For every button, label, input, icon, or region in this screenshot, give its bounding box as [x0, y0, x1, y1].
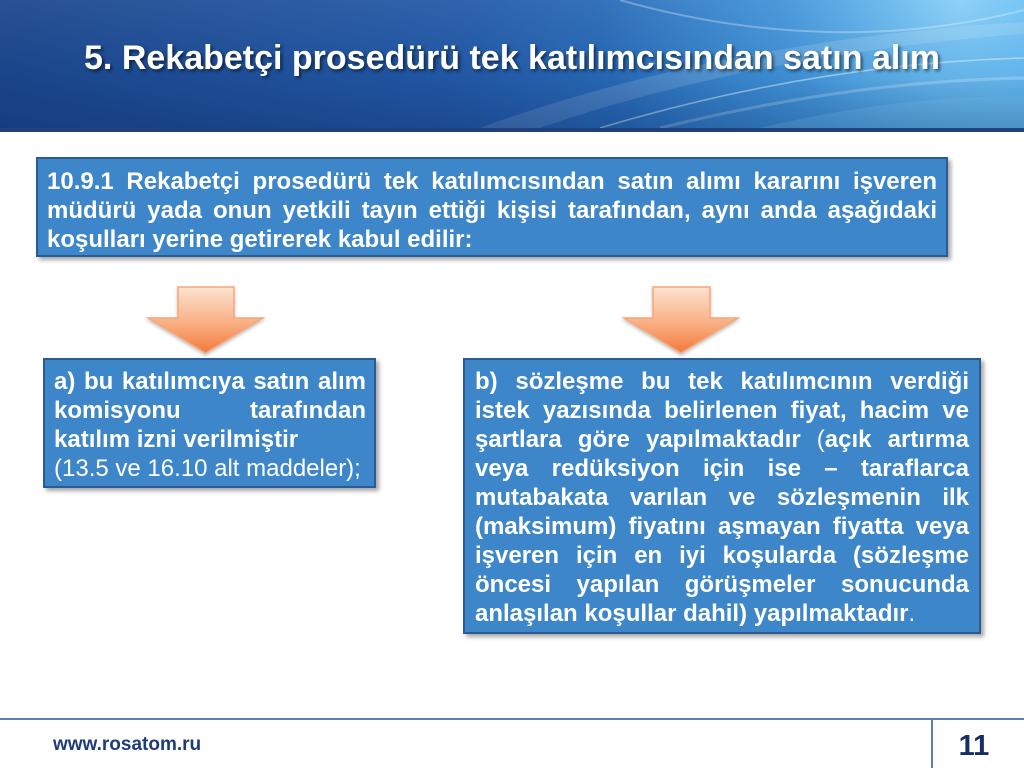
condition-b-box [463, 358, 981, 634]
condition-a-text: a) bu katılımcıya satın alım komisyonu tarafından katılım izni verilmiştir [54, 368, 366, 453]
page-number: 11 [958, 730, 990, 762]
condition-b-end-mark: . [908, 600, 916, 627]
header-divider [0, 128, 1024, 132]
condition-b-open-paren: ( [816, 426, 825, 453]
decision-text: 10.9.1 Rekabetçi prosedürü tek katılımcısından satın alımı kararını işveren müdürü yada onun yetkili tayın ettiği kişisi tarafından, aynı anda aşağıdaki koşulları yerine getirerek kabul edilir: [47, 168, 937, 253]
condition-b-lead: b) sözleşme bu tek katılımcının verdiği istek yazısında belirlenen fiyat, hacim ve şartlara göre yapılmaktadır [475, 368, 969, 453]
condition-b-detail: açık artırma veya redüksiyon için ise – taraflarca mutabakata varılan ve sözleşmenin ilk (maksimum) fiyatını aşmayan fiyatta veya işveren için en iyi koşularda (sözleşme öncesi yapılan görüşmeler sonucunda anlaşılan koşullar dahil) yapılmaktadır [475, 426, 969, 627]
condition-a-reference: (13.5 ve 16.10 alt maddeler); [54, 455, 361, 482]
website-link[interactable]: www.rosatom.ru [53, 734, 202, 755]
footer-rule [0, 718, 1024, 720]
condition-a-box [43, 358, 376, 488]
slide-title: 5. Rekabetçi prosedürü tek katılımcısından satın alım [84, 39, 940, 77]
condition-b-paragraph [475, 367, 969, 628]
down-arrow-right [624, 287, 738, 353]
header-band [0, 0, 1024, 128]
down-arrow-left [148, 287, 263, 353]
flow-arrows [0, 280, 1024, 360]
decision-box [36, 157, 948, 257]
